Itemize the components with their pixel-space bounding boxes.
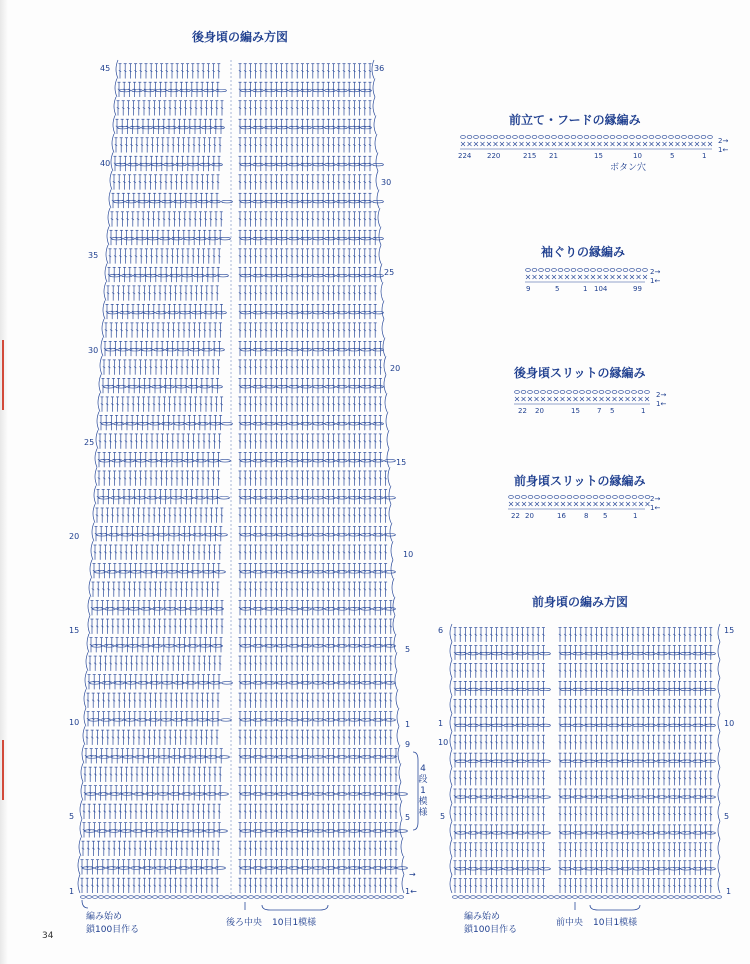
stitch-number: 22 [518,407,527,415]
stitch-number: 99 [633,285,642,293]
stitch-number: 215 [523,152,537,160]
row-number: 1 [405,720,411,729]
row-number: 6 [438,626,444,635]
row-number: 15 [396,458,407,467]
row-number: 25 [84,438,95,447]
start-label: 鎖100目作る [86,925,140,935]
stitch-number: 22 [511,512,520,520]
back-slit-edging [514,391,650,404]
stitch-number: 224 [458,152,472,160]
row-number: 20 [69,532,80,541]
stitch-number: 220 [487,152,501,160]
front-slit-edging [508,496,650,509]
front-band-title: 前立て・フードの縁編み [509,113,641,127]
row-arrow: → [409,870,416,879]
row-number: 5 [69,812,75,821]
row-number: 9 [405,740,411,749]
row-number: 1 [438,719,444,728]
repeat-label: 4段1模様 [418,764,428,818]
stitch-number: 5 [555,285,560,293]
row-number: 40 [100,159,111,168]
row-number: 10 [724,719,735,728]
stitch-number: 1 [702,152,707,160]
row-arrow: 1← [405,887,417,896]
row-number: 20 [390,364,401,373]
front-slit-title: 前身頃スリットの縁編み [514,474,646,488]
row-number: 30 [88,346,99,355]
stitch-number: 5 [603,512,608,520]
row-arrow: 1← [656,400,667,408]
row-arrow: 2→ [650,268,661,276]
pattern-label: 10目1模様 [593,918,638,928]
row-number: 5 [405,645,411,654]
stitch-number: 104 [594,285,608,293]
front-band-edging [460,136,712,149]
start-label: 鎖100目作る [464,925,518,935]
row-arrow: 2→ [656,391,667,399]
stitch-number: 20 [535,407,544,415]
row-number: 10 [69,718,80,727]
back-slit-title: 後身頃スリットの縁編み [514,366,646,380]
stitch-number: 20 [525,512,534,520]
start-label: 編み始め [86,912,123,922]
row-arrow: 1← [718,146,729,154]
row-number: 10 [403,550,414,559]
stitch-number: 15 [571,407,580,415]
center-label: 前中央 [556,918,584,928]
back-body-chart [78,60,418,910]
row-number: 10 [438,738,449,747]
row-number: 5 [724,812,730,821]
row-number: 5 [405,813,411,822]
stitch-number: 5 [670,152,675,160]
row-arrow: 1← [650,277,661,285]
stitch-number: 9 [526,285,531,293]
armhole-title: 袖ぐりの縁編み [541,245,626,259]
stitch-number: 7 [597,407,602,415]
stitch-number: 21 [549,152,558,160]
stitch-number: 5 [610,407,615,415]
center-label: 後ろ中央 [226,918,263,928]
row-number: 45 [100,64,111,73]
stitch-number: 16 [557,512,566,520]
stitch-number: 15 [594,152,603,160]
row-arrow: 2→ [718,137,729,145]
armhole-edging [525,269,647,282]
button-hole-label: ボタン穴 [610,163,647,173]
row-number: 35 [88,251,99,260]
stitch-number: 1 [583,285,588,293]
stitch-number: 8 [584,512,589,520]
row-number: 15 [69,626,80,635]
row-number: 15 [724,626,735,635]
row-arrow: 2→ [650,495,661,503]
row-arrow: 1← [650,504,661,512]
start-label: 編み始め [464,912,501,922]
page-number: 34 [42,931,54,941]
stitch-number: 1 [633,512,638,520]
row-number: 36 [374,64,385,73]
row-number: 1 [726,887,732,896]
back-body-title: 後身頃の編み方図 [192,30,289,44]
row-number: 25 [384,268,395,277]
front-body-chart [450,624,722,910]
row-number: 30 [381,178,392,187]
front-body-title: 前身頃の編み方図 [532,595,629,609]
row-number: 1 [69,887,75,896]
pattern-label: 10目1模様 [272,918,317,928]
stitch-number: 10 [633,152,642,160]
stitch-number: 1 [641,407,646,415]
row-number: 5 [440,812,446,821]
